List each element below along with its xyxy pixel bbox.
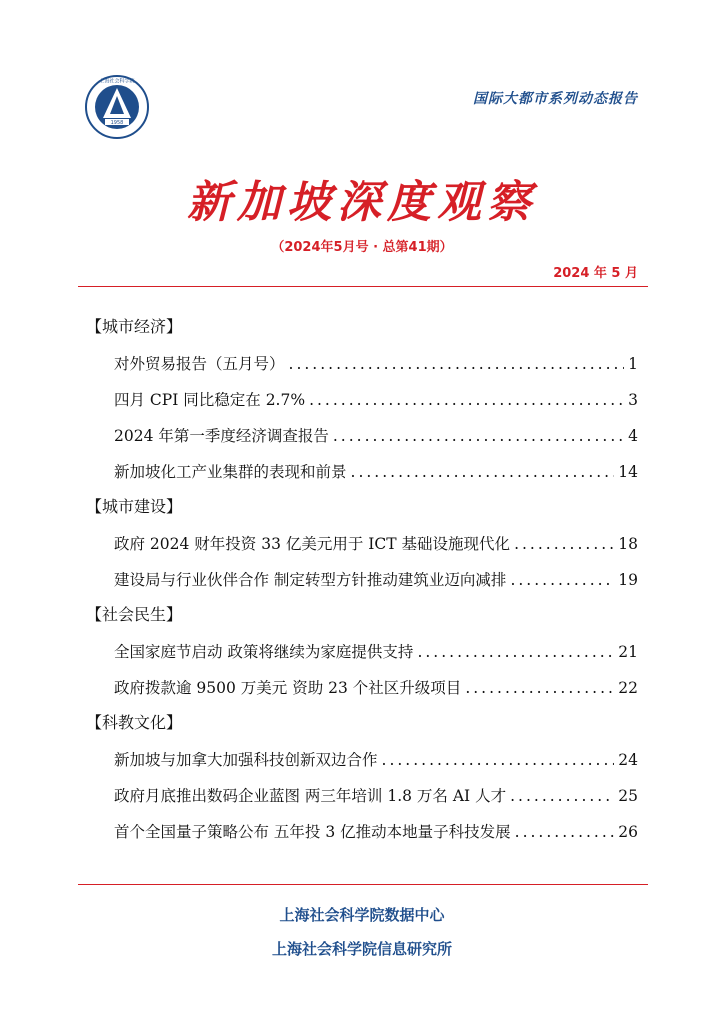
toc-entry-title: 政府 2024 财年投资 33 亿美元用于 ICT 基础设施现代化 [114,535,511,553]
toc-leader-dots [382,746,615,774]
toc-leader-dots [289,350,625,378]
toc-page-number: 19 [618,571,638,589]
report-series: 国际大都市系列动态报告 [473,91,638,107]
toc-leader-dots [333,422,624,450]
toc-entry-title: 政府拨款逾 9500 万美元 资助 23 个社区升级项目 [114,679,462,697]
table-of-contents [86,314,638,854]
toc-entry[interactable] [86,350,638,386]
logo-ring-text: 上海社会科学院 [99,78,135,85]
page-title: 新加坡深度观察 [187,177,537,228]
toc-leader-dots [351,458,615,486]
toc-leader-dots [309,386,624,414]
toc-entry-title: 2024 年第一季度经济调查报告 [114,427,329,445]
toc-leader-dots [515,818,615,846]
top-divider [78,286,648,287]
toc-entry-title: 四月 CPI 同比稳定在 2.7% [114,391,306,409]
toc-entry[interactable] [86,746,638,782]
toc-entry[interactable] [86,458,638,494]
toc-entry[interactable] [86,530,638,566]
issue-number: （2024年5月号 · 总第41期） [271,240,453,255]
toc-entry-title: 全国家庭节启动 政策将继续为家庭提供支持 [114,643,414,661]
toc-section-heading: 【城市建设】 [86,497,183,516]
toc-entry[interactable] [86,674,638,710]
toc-page-number: 3 [628,391,638,409]
toc-entry[interactable] [86,818,638,854]
toc-entry[interactable] [86,638,638,674]
logo-year: 1958 [110,120,124,126]
toc-entry[interactable] [86,386,638,422]
toc-page-number: 18 [618,535,638,553]
institute-logo [84,74,150,140]
toc-entry-title: 政府月底推出数码企业蓝图 两三年培训 1.8 万名 AI 人才 [114,787,507,805]
toc-leader-dots [465,674,614,702]
toc-leader-dots [514,530,614,558]
bottom-divider [78,884,648,885]
toc-page-number: 14 [618,463,638,481]
toc-section-heading: 【城市经济】 [86,317,183,336]
toc-entry[interactable] [86,422,638,458]
toc-page-number: 21 [618,643,638,661]
toc-section-heading: 【社会民生】 [86,605,183,624]
publisher-data-center: 上海社会科学院数据中心 [279,906,445,924]
toc-entry[interactable] [86,566,638,602]
publication-date: 2024 年 5 月 [553,266,638,281]
toc-entry-title: 新加坡化工产业集群的表现和前景 [114,463,347,481]
toc-page-number: 22 [618,679,638,697]
toc-page-number: 26 [618,823,638,841]
toc-entry-title: 建设局与行业伙伴合作 制定转型方针推动建筑业迈向减排 [114,571,507,589]
toc-page-number: 1 [628,355,638,373]
toc-section-heading: 【科教文化】 [86,713,183,732]
toc-leader-dots [510,782,614,810]
toc-entry-title: 首个全国量子策略公布 五年投 3 亿推动本地量子科技发展 [114,823,511,841]
toc-page-number: 24 [618,751,638,769]
publisher-info-institute: 上海社会科学院信息研究所 [271,940,452,958]
toc-page-number: 25 [618,787,638,805]
toc-page-number: 4 [628,427,638,445]
toc-entry[interactable] [86,782,638,818]
toc-entry-title: 对外贸易报告（五月号） [114,355,285,373]
toc-leader-dots [510,566,614,594]
toc-entry-title: 新加坡与加拿大加强科技创新双边合作 [114,751,378,769]
toc-leader-dots [417,638,614,666]
